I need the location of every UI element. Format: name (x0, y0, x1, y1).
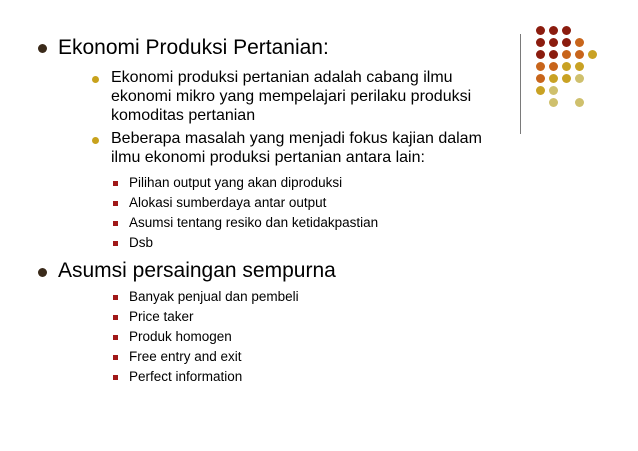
list-item: Free entry and exit (129, 349, 242, 364)
divider-line (520, 34, 521, 134)
item-bullet-icon (113, 375, 118, 380)
point-text-line: ekonomi mikro yang mempelajari perilaku produksi (111, 88, 472, 105)
list-item: Perfect information (129, 369, 243, 384)
point-text-line: komoditas pertanian (111, 107, 256, 124)
section-heading: Asumsi persaingan sempurna (58, 259, 336, 282)
list-item: Banyak penjual dan pembeli (129, 289, 299, 304)
decor-dot (536, 38, 545, 47)
decor-dot (536, 62, 545, 71)
dot-grid-icon (530, 26, 590, 106)
heading-bullet-icon (38, 44, 47, 53)
point-bullet-icon (92, 137, 99, 144)
decor-dot (562, 62, 571, 71)
decor-dot (536, 50, 545, 59)
list-item: Asumsi tentang resiko dan ketidakpastian (129, 215, 379, 230)
decor-dot (562, 38, 571, 47)
item-bullet-icon (113, 221, 118, 226)
decor-dot (575, 98, 584, 107)
decor-dot (575, 50, 584, 59)
list-item: Dsb (129, 235, 154, 250)
list-item: Pilihan output yang akan diproduksi (129, 175, 343, 190)
item-bullet-icon (113, 315, 118, 320)
decor-dot (575, 62, 584, 71)
decor-dot (549, 74, 558, 83)
decor-dot (536, 86, 545, 95)
item-bullet-icon (113, 335, 118, 340)
decor-dot (562, 26, 571, 35)
decor-dot (588, 50, 597, 59)
decor-dot (575, 38, 584, 47)
decor-dot (549, 62, 558, 71)
decor-dot (549, 86, 558, 95)
list-item: Alokasi sumberdaya antar output (129, 195, 327, 210)
section-heading: Ekonomi Produksi Pertanian: (58, 36, 329, 59)
item-bullet-icon (113, 181, 118, 186)
list-item: Produk homogen (129, 329, 232, 344)
heading-bullet-icon (38, 268, 47, 277)
decor-dot (549, 50, 558, 59)
point-text-line: ilmu ekonomi produksi pertanian antara lain: (111, 149, 425, 166)
point-text-line: Beberapa masalah yang menjadi fokus kajian dalam (111, 130, 482, 147)
decor-dot (536, 74, 545, 83)
item-bullet-icon (113, 241, 118, 246)
item-bullet-icon (113, 295, 118, 300)
point-bullet-icon (92, 76, 99, 83)
item-bullet-icon (113, 355, 118, 360)
item-bullet-icon (113, 201, 118, 206)
decor-dot (536, 26, 545, 35)
point-text-line: Ekonomi produksi pertanian adalah cabang ilmu (111, 69, 453, 86)
decor-dot (562, 50, 571, 59)
decor-dot (575, 74, 584, 83)
decor-dot (549, 26, 558, 35)
decor-dot (549, 38, 558, 47)
decor-dot (549, 98, 558, 107)
decor-dot (562, 74, 571, 83)
list-item: Price taker (129, 309, 194, 324)
